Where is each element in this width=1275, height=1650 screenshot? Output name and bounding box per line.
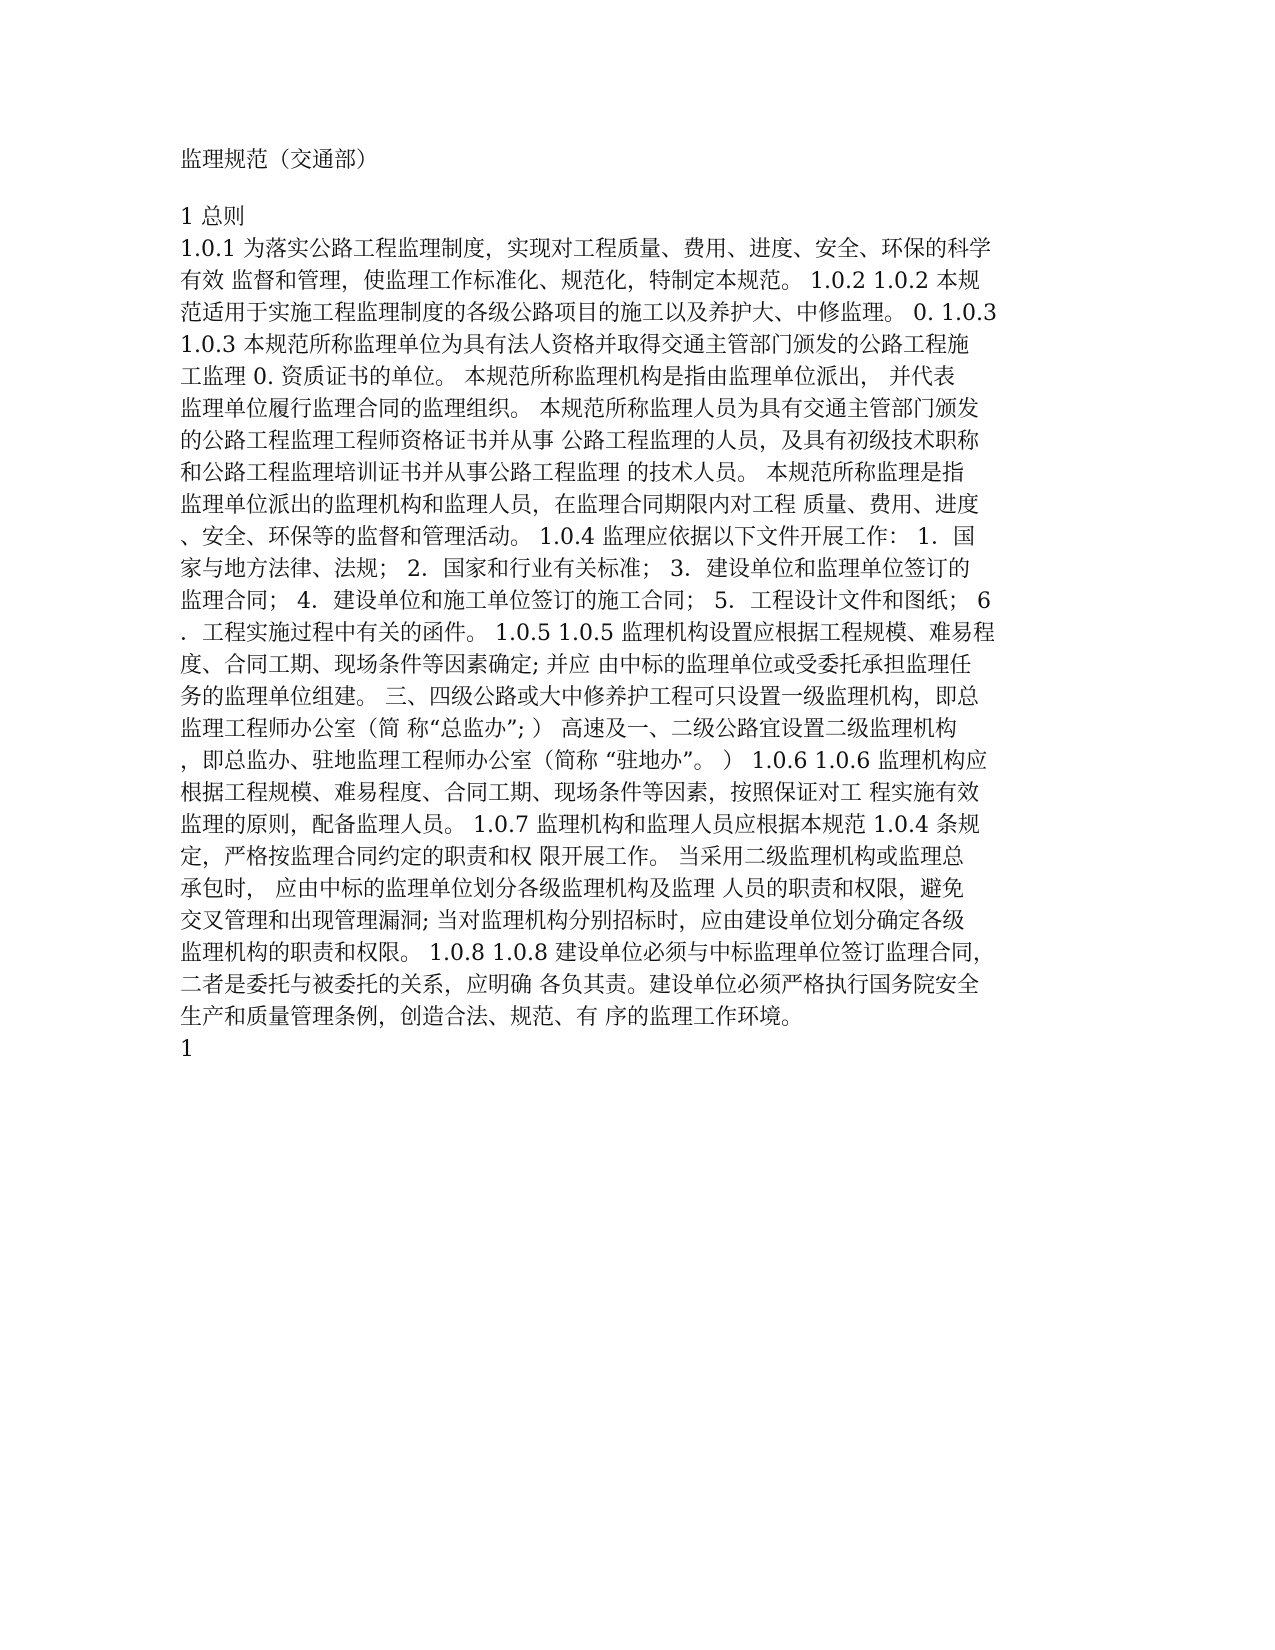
body-line: 、安全、环保等的监督和管理活动。 1.0.4 监理应依据以下文件开展工作： 1．国 xyxy=(180,525,975,550)
body-line: 监理的原则，配备监理人员。 1.0.7 监理机构和监理人员应根据本规范 1.0.4 条规 xyxy=(180,813,980,838)
body-line: ．工程实施过程中有关的函件。 1.0.5 1.0.5 监理机构设置应根据工程规模、难易程 xyxy=(180,621,995,646)
document-body xyxy=(180,202,1060,1066)
body-line: 监理合同； 4．建设单位和施工单位签订的施工合同； 5．工程设计文件和图纸； 6 xyxy=(180,589,991,614)
body-line: 1.0.1 为落实公路工程监理制度，实现对工程质量、费用、进度、安全、环保的科学 xyxy=(180,237,991,262)
body-line: 监理单位派出的监理机构和监理人员，在监理合同期限内对工程 质量、费用、进度 xyxy=(180,493,979,518)
body-line: 工监理 0. 资质证书的单位。 本规范所称监理机构是指由监理单位派出， 并代表 xyxy=(180,365,955,390)
page-number: 1 xyxy=(180,1037,194,1062)
body-line: 范适用于实施工程监理制度的各级公路项目的施工以及养护大、中修监理。 0. 1.0.3 xyxy=(180,301,997,326)
body-line: 度、合同工期、现场条件等因素确定; 并应 由中标的监理单位或受委托承担监理任 xyxy=(180,653,972,678)
document-title: 监理规范（交通部） xyxy=(180,148,379,173)
section-heading: 1 总则 xyxy=(180,205,245,230)
body-line: 监理机构的职责和权限。 1.0.8 1.0.8 建设单位必须与中标监理单位签订监理合同， xyxy=(180,941,995,966)
body-line: 生产和质量管理条例，创造合法、规范、有 序的监理工作环境。 xyxy=(180,1005,803,1030)
body-line: 有效 监督和管理，使监理工作标准化、规范化，特制定本规范。 1.0.2 1.0.2 本规 xyxy=(180,269,980,294)
body-line: 定，严格按监理合同约定的职责和权 限开展工作。 当采用二级监理机构或监理总 xyxy=(180,845,964,870)
body-line: 二者是委托与被委托的关系，应明确 各负其责。建设单位必须严格执行国务院安全 xyxy=(180,973,979,998)
body-line: 根据工程规模、难易程度、合同工期、现场条件等因素，按照保证对工 程实施有效 xyxy=(180,781,979,806)
body-line: 务的监理单位组建。 三、四级公路或大中修养护工程可只设置一级监理机构，即总 xyxy=(180,685,979,710)
body-line: 承包时， 应由中标的监理单位划分各级监理机构及监理 人员的职责和权限，避免 xyxy=(180,877,964,902)
body-line: 的公路工程监理工程师资格证书并从事 公路工程监理的人员，及具有初级技术职称 xyxy=(180,429,979,454)
body-line: 监理工程师办公室（简 称“总监办”; ） 高速及一、二级公路宜设置二级监理机构 xyxy=(180,717,957,742)
body-line: 监理单位履行监理合同的监理组织。 本规范所称监理人员为具有交通主管部门颁发 xyxy=(180,397,979,422)
body-line: 和公路工程监理培训证书并从事公路工程监理 的技术人员。 本规范所称监理是指 xyxy=(180,461,964,486)
body-line: 1.0.3 本规范所称监理单位为具有法人资格并取得交通主管部门颁发的公路工程施 xyxy=(180,333,969,358)
body-line: 交叉管理和出现管理漏洞; 当对监理机构分别招标时，应由建设单位划分确定各级 xyxy=(180,909,965,934)
body-line: 家与地方法律、法规； 2．国家和行业有关标准； 3．建设单位和监理单位签订的 xyxy=(180,557,970,582)
body-line: ，即总监办、驻地监理工程师办公室（简称 “驻地办”。 ） 1.0.6 1.0.6 监理机构应 xyxy=(180,749,988,774)
